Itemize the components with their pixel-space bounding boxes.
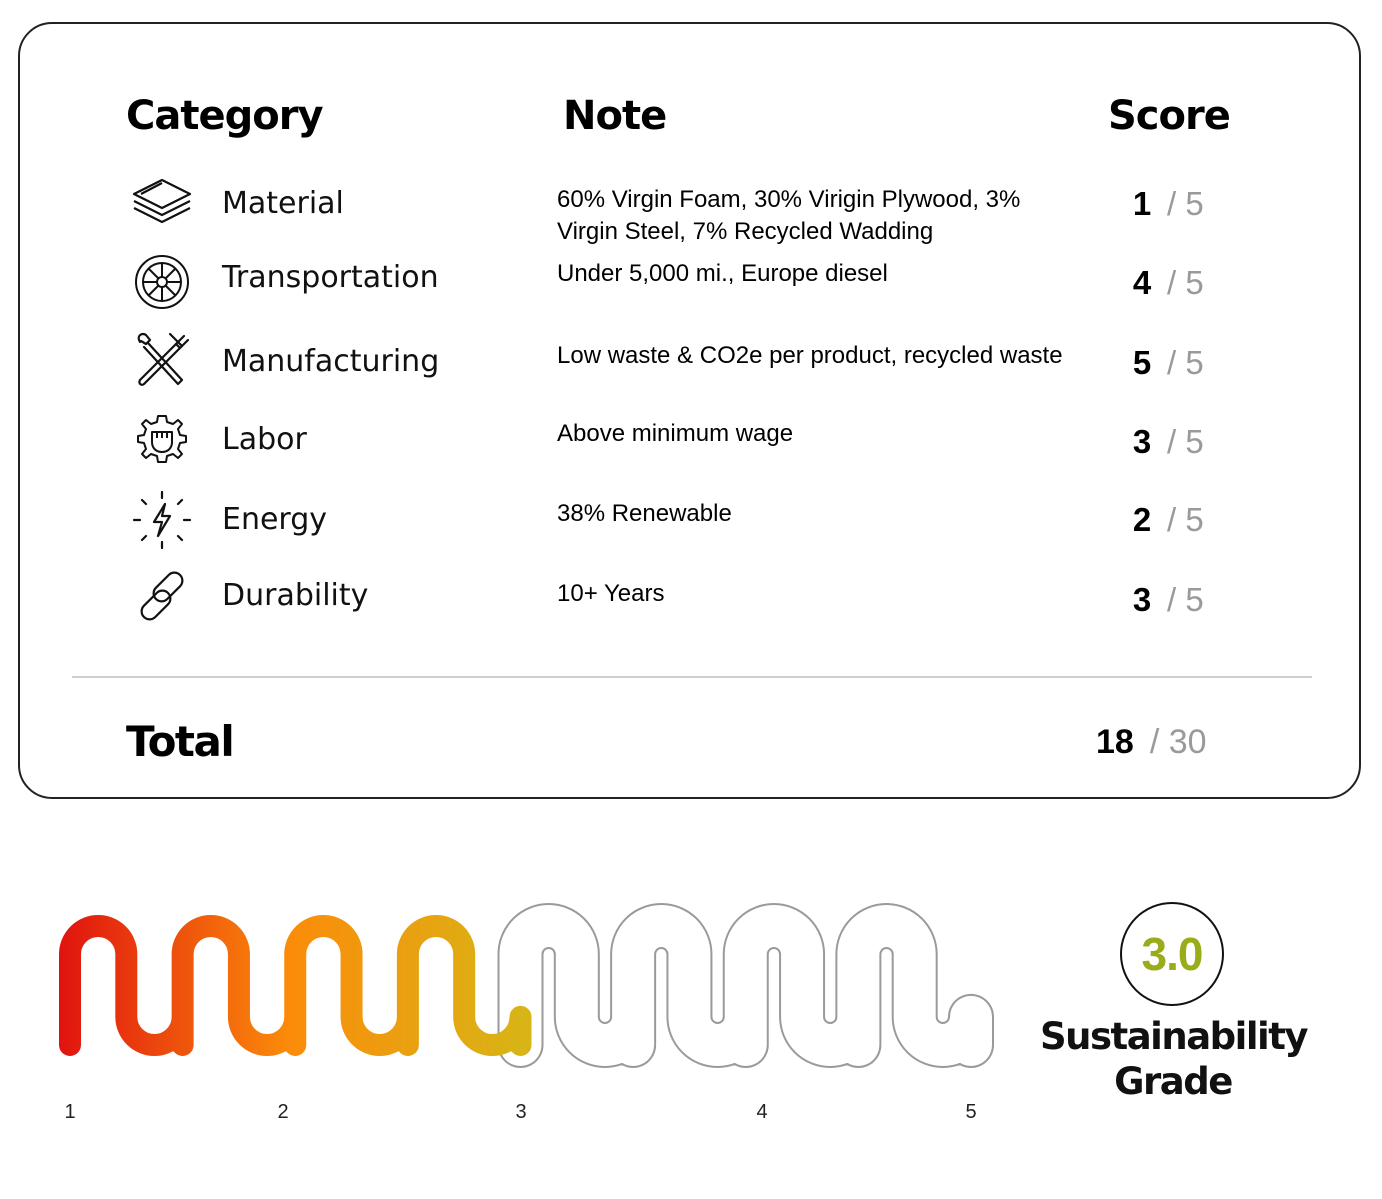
note-text: Under 5,000 mi., Europe diesel — [557, 260, 888, 287]
score-value: 5 — [1132, 344, 1152, 381]
category-label: Transportation — [222, 260, 439, 295]
score-value: 4 — [1132, 264, 1152, 301]
gauge-tick-label: 1 — [64, 1101, 76, 1123]
score-value: 1 — [1132, 185, 1152, 222]
gauge-empty-track-fill — [521, 926, 972, 1045]
total-max: / 30 — [1149, 723, 1207, 761]
note-text: 38% Renewable — [557, 500, 732, 527]
score-card — [18, 22, 1361, 799]
row-energy — [20, 488, 1359, 548]
category-label: Energy — [222, 502, 328, 537]
row-score — [1125, 184, 1204, 224]
row-score — [1125, 422, 1204, 462]
gauge-filled-track — [70, 926, 521, 1045]
row-transportation — [20, 252, 1359, 312]
row-score — [1125, 500, 1204, 540]
layers-icon — [132, 174, 192, 234]
note-text: 10+ Years — [557, 580, 665, 607]
fist-gear-icon — [132, 410, 192, 470]
category-label: Manufacturing — [222, 344, 440, 379]
note-text: Low waste & CO2e per product, recycled waste — [557, 342, 1063, 369]
total-value: 18 — [1096, 723, 1134, 761]
score-value: 2 — [1132, 501, 1152, 538]
score-value: 3 — [1132, 581, 1152, 618]
header-note: Note — [563, 93, 667, 139]
gauge-tick-label: 3 — [515, 1101, 527, 1123]
score-max: / 5 — [1167, 185, 1204, 222]
grade-value: 3.0 — [1141, 928, 1203, 980]
grade-badge — [1120, 902, 1224, 1006]
total-divider — [72, 676, 1312, 678]
score-max: / 5 — [1167, 264, 1204, 301]
row-material — [20, 174, 1359, 245]
note-text: Above minimum wage — [557, 420, 794, 447]
total-score — [1096, 722, 1207, 762]
score-max: / 5 — [1167, 423, 1204, 460]
score-max: / 5 — [1167, 501, 1204, 538]
category-label: Labor — [222, 422, 307, 457]
category-label: Material — [222, 186, 344, 221]
category-label: Durability — [222, 578, 369, 613]
gauge-tick-label: 2 — [277, 1101, 289, 1123]
row-labor — [20, 410, 1359, 470]
grade-label: Sustainability Grade — [1040, 1015, 1307, 1103]
tools-icon — [132, 330, 192, 390]
row-score — [1125, 263, 1204, 303]
chain-link-icon — [132, 566, 192, 626]
score-max: / 5 — [1167, 581, 1204, 618]
gauge-tick-label: 4 — [756, 1101, 768, 1123]
row-durability — [20, 566, 1359, 626]
header-score: Score — [1108, 93, 1230, 139]
score-value: 3 — [1132, 423, 1152, 460]
gauge-tick-label: 5 — [965, 1101, 977, 1123]
header-category: Category — [126, 93, 323, 139]
total-label: Total — [126, 717, 234, 766]
row-score — [1125, 343, 1204, 383]
row-score — [1125, 580, 1204, 620]
note-text: 60% Virgin Foam, 30% Virigin Plywood, 3% Virgin Steel, 7% Recycled Wadding — [557, 186, 1021, 245]
lightning-icon — [132, 490, 192, 550]
wheel-icon — [132, 252, 192, 312]
score-max: / 5 — [1167, 344, 1204, 381]
row-manufacturing — [20, 330, 1359, 390]
